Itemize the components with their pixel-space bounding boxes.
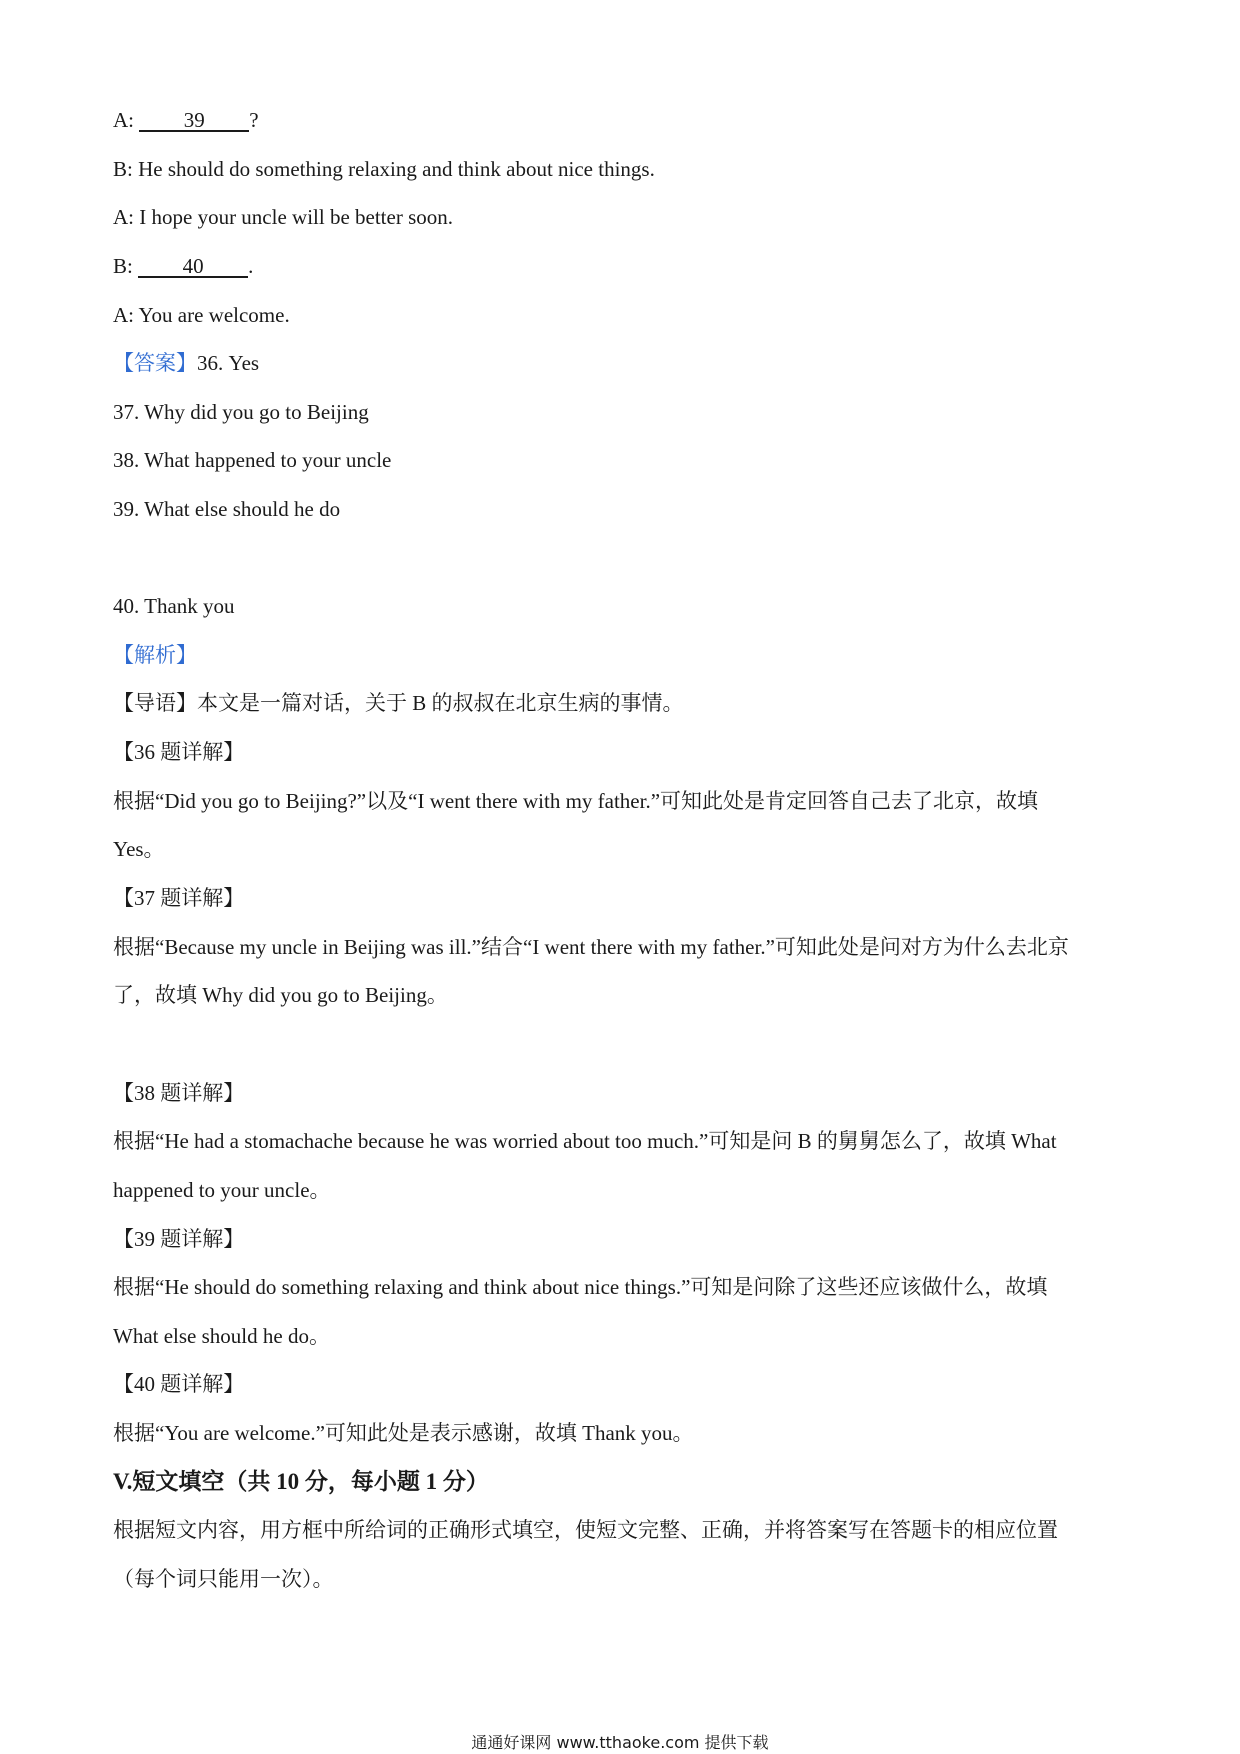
section-instructions: 根据短文内容，用方框中所给词的正确形式填空，使短文完整、正确，并将答案写在答题卡的相应位置 <box>113 1518 1058 1542</box>
section-title: V.短文填空（共 10 分，每小题 1 分） <box>113 1469 489 1494</box>
answer-40: 40. Thank you <box>113 594 235 618</box>
page-footer: 通通好课网 www.tthaoke.com 提供下载 <box>471 1733 769 1752</box>
answer-39: 39. What else should he do <box>113 497 341 521</box>
section-instructions-cont: （每个词只能用一次）。 <box>113 1567 334 1591</box>
q38-heading: 【38 题详解】 <box>113 1081 245 1105</box>
q40-heading: 【40 题详解】 <box>113 1372 245 1396</box>
dialogue-line-a-welcome: A: You are welcome. <box>113 303 290 327</box>
q37-heading: 【37 题详解】 <box>113 886 245 910</box>
answer-37: 37. Why did you go to Beijing <box>113 400 369 424</box>
answer-tag: 【答案】 <box>113 351 197 375</box>
q36-explanation: 根据“Did you go to Beijing?”以及“I went there with my father.”可知此处是肯定回答自己去了北京，故填 <box>113 789 1039 813</box>
dialogue-line-a39 <box>113 106 259 134</box>
dialogue-line-b40 <box>113 252 253 280</box>
answer-blank-39: 39 <box>139 110 249 132</box>
q39-explanation-cont: What else should he do。 <box>113 1324 330 1348</box>
answer-blank-40: 40 <box>138 256 248 278</box>
answer-line-36 <box>113 349 259 377</box>
analysis-tag: 【解析】 <box>113 643 197 667</box>
punctuation: . <box>248 254 254 278</box>
q36-explanation-cont: Yes。 <box>113 837 165 861</box>
q37-explanation: 根据“Because my uncle in Beijing was ill.”结合“I went there with my father.”可知此处是问对方为什么去北京 <box>113 935 1069 959</box>
speaker-label: B: <box>113 254 133 278</box>
dialogue-line-b-relax: B: He should do something relaxing and think about nice things. <box>113 157 655 181</box>
dialogue-line-a-hope: A: I hope your uncle will be better soon. <box>113 205 453 229</box>
q38-explanation: 根据“He had a stomachache because he was worried about too much.”可知是问 B 的舅舅怎么了，故填 What <box>113 1129 1057 1153</box>
q38-explanation-cont: happened to your uncle。 <box>113 1178 331 1202</box>
q39-heading: 【39 题详解】 <box>113 1227 245 1251</box>
answer-36: 36. Yes <box>197 351 260 375</box>
analysis-intro: 【导语】本文是一篇对话，关于 B 的叔叔在北京生病的事情。 <box>113 691 684 715</box>
q36-heading: 【36 题详解】 <box>113 740 245 764</box>
answer-38: 38. What happened to your uncle <box>113 448 392 472</box>
q39-explanation: 根据“He should do something relaxing and think about nice things.”可知是问除了这些还应该做什么，故填 <box>113 1275 1048 1299</box>
punctuation: ? <box>249 108 259 132</box>
q40-explanation: 根据“You are welcome.”可知此处是表示感谢，故填 Thank you。 <box>113 1421 694 1445</box>
speaker-label: A: <box>113 108 134 132</box>
q37-explanation-cont: 了，故填 Why did you go to Beijing。 <box>113 983 448 1007</box>
